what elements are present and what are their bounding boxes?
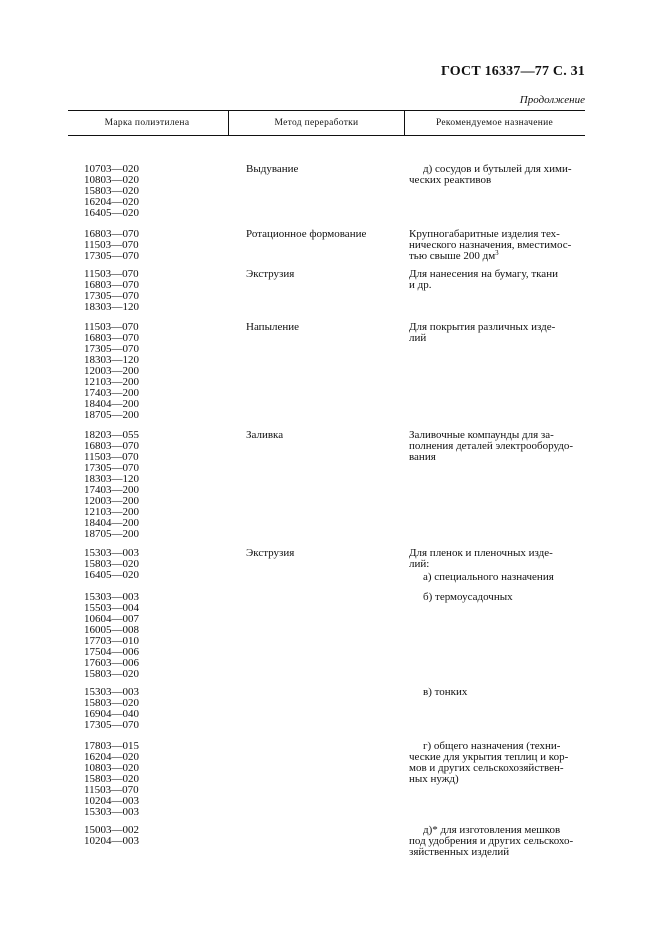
purpose-line: мов и других сельскохозяйствен- (409, 762, 564, 774)
brand-codes (84, 741, 174, 818)
brand-code: 16904—040 (84, 708, 139, 720)
purpose-line: вания (409, 451, 436, 463)
purpose-line: д)* для изготовления мешков (423, 824, 561, 836)
purpose-line: нического назначения, вместимос- (409, 239, 572, 251)
brand-code: 12003—200 (84, 495, 139, 507)
purpose-line: Крупногабаритные изделия тех- (409, 228, 560, 240)
processing-method: Ротационное формование (246, 228, 367, 240)
column-header-brand: Марка полиэтилена (104, 118, 190, 128)
brand-code: 15303—003 (84, 686, 139, 698)
recommended-purpose (409, 164, 587, 186)
brand-code: 17305—070 (84, 462, 139, 474)
brand-code: 12103—200 (84, 376, 139, 388)
recommended-purpose (409, 269, 587, 291)
brand-code: 18303—120 (84, 473, 139, 485)
purpose-line: Для нанесения на бумагу, ткани (409, 268, 558, 280)
purpose-line: б) термоусадочных (423, 591, 513, 603)
brand-code: 15803—020 (84, 668, 139, 680)
table-header (68, 110, 585, 136)
brand-code: 15503—004 (84, 602, 139, 614)
brand-code: 18303—120 (84, 301, 139, 313)
processing-method: Экструзия (246, 268, 295, 280)
brand-code: 16405—020 (84, 207, 139, 219)
brand-code: 12003—200 (84, 365, 139, 377)
brand-code: 16204—020 (84, 196, 139, 208)
brand-codes (84, 269, 174, 313)
brand-code: 17703—010 (84, 635, 139, 647)
polyethylene-table (68, 110, 585, 858)
brand-codes (84, 592, 174, 680)
purpose-line: под удобрения и других сельскохо- (409, 835, 574, 847)
processing-method: Напыление (246, 321, 299, 333)
purpose-line: лий: (409, 558, 430, 570)
column-header-purpose: Рекомендуемое назначение (435, 118, 554, 128)
brand-code: 18203—055 (84, 429, 139, 441)
brand-codes (84, 548, 174, 581)
purpose-line: г) общего назначения (техни- (423, 740, 561, 752)
brand-code: 11503—070 (84, 451, 139, 463)
brand-code: 17504—006 (84, 646, 139, 658)
brand-codes (84, 825, 174, 847)
brand-code: 15303—003 (84, 547, 139, 559)
brand-code: 10604—007 (84, 613, 139, 625)
brand-code: 15303—003 (84, 591, 139, 603)
recommended-purpose (409, 825, 587, 858)
purpose-line: д) сосудов и бутылей для хими- (423, 163, 572, 175)
brand-code: 17403—200 (84, 484, 139, 496)
recommended-purpose (409, 430, 587, 463)
brand-code: 18705—200 (84, 409, 139, 421)
purpose-line: тью свыше 200 $дм^3$ (409, 249, 499, 262)
brand-code: 17305—070 (84, 290, 139, 302)
purpose-line: Для пленок и пленочных изде- (409, 547, 553, 559)
recommended-purpose (409, 741, 587, 785)
brand-code: 17305—070 (84, 719, 139, 731)
brand-code: 16204—020 (84, 751, 139, 763)
unit-superscript: 3 (495, 249, 499, 257)
brand-code: 11503—070 (84, 321, 139, 333)
brand-code: 16803—070 (84, 332, 139, 344)
brand-code: 10204—003 (84, 835, 139, 847)
brand-code: 15003—002 (84, 824, 139, 836)
purpose-line: лий (409, 332, 427, 344)
column-header-method: Метод переработки (228, 111, 405, 135)
brand-code: 18303—120 (84, 354, 139, 366)
brand-code: 10703—020 (84, 163, 139, 175)
purpose-line: ческие для укрытия теплиц и кор- (409, 751, 569, 763)
brand-code: 12103—200 (84, 506, 139, 518)
brand-code: 10204—003 (84, 795, 139, 807)
continuation-label: Продолжение (519, 94, 585, 106)
brand-code: 16803—070 (84, 228, 139, 240)
brand-code: 18404—200 (84, 398, 139, 410)
brand-code: 10803—020 (84, 762, 139, 774)
brand-codes (84, 322, 174, 421)
purpose-line: в) тонких (423, 686, 468, 698)
brand-code: 15803—020 (84, 185, 139, 197)
processing-method: Выдувание (246, 163, 299, 175)
recommended-purpose (409, 322, 587, 344)
brand-code: 17305—070 (84, 250, 139, 262)
brand-code: 15303—003 (84, 806, 139, 818)
purpose-line: а) специального назначения (423, 571, 554, 583)
recommended-purpose (409, 592, 587, 603)
brand-code: 17603—006 (84, 657, 139, 669)
purpose-line: и др. (409, 279, 432, 291)
brand-code: 18404—200 (84, 517, 139, 529)
purpose-line: Заливочные компаунды для за- (409, 429, 554, 441)
purpose-line: зяйственных изделий (409, 846, 510, 858)
brand-code: 11503—070 (84, 268, 139, 280)
brand-code: 11503—070 (84, 784, 139, 796)
brand-codes (84, 430, 174, 540)
brand-code: 10803—020 (84, 174, 139, 186)
purpose-line: Для покрытия различных изде- (409, 321, 556, 333)
brand-codes (84, 229, 174, 262)
brand-code: 17803—015 (84, 740, 139, 752)
brand-code: 16803—070 (84, 440, 139, 452)
page-header-title: ГОСТ 16337—77 С. 31 (441, 64, 585, 79)
brand-code: 18705—200 (84, 528, 139, 540)
brand-code: 17403—200 (84, 387, 139, 399)
brand-code: 15803—020 (84, 773, 139, 785)
processing-method: Заливка (246, 429, 284, 441)
brand-code: 15803—020 (84, 558, 139, 570)
purpose-line: ных нужд) (409, 773, 459, 785)
purpose-line: ческих реактивов (409, 174, 492, 186)
brand-code: 16005—008 (84, 624, 139, 636)
brand-code: 15803—020 (84, 697, 139, 709)
brand-codes (84, 687, 174, 731)
brand-code: 17305—070 (84, 343, 139, 355)
brand-code: 16803—070 (84, 279, 139, 291)
brand-codes (84, 164, 174, 219)
recommended-purpose (409, 687, 587, 698)
recommended-purpose (409, 229, 587, 262)
purpose-line: полнения деталей электрооборудо- (409, 440, 574, 452)
brand-code: 16405—020 (84, 569, 139, 581)
processing-method: Экструзия (246, 547, 295, 559)
brand-code: 11503—070 (84, 239, 139, 251)
